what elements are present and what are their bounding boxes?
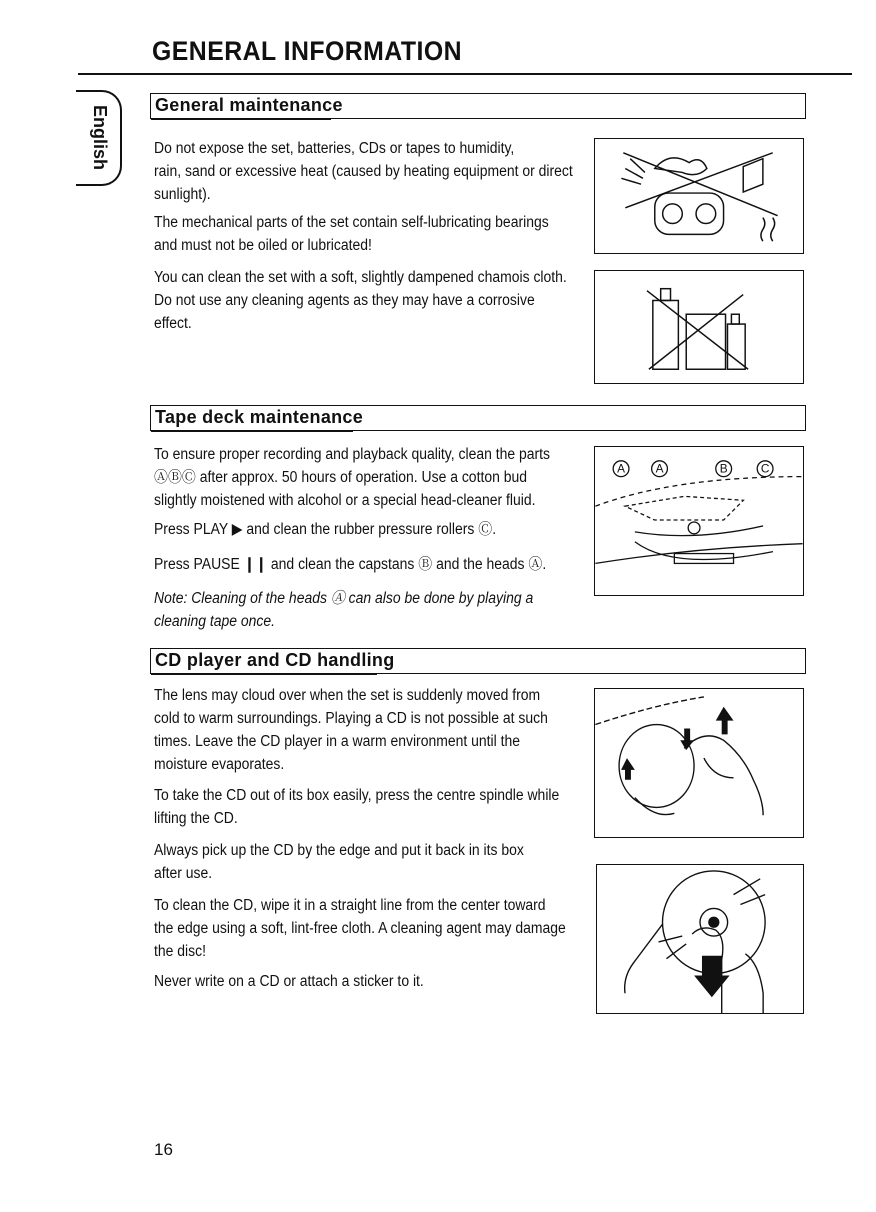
paragraph: Press PAUSE ❙❙ and clean the capstans Ⓑ and the heads Ⓐ.: [154, 556, 547, 573]
figure-label-a: A: [617, 461, 625, 476]
figure-label-b: B: [719, 461, 728, 476]
figure-label-c: C: [760, 461, 770, 476]
section-heading-cd-player-and-cd-handling: CD player and CD handling: [150, 648, 806, 674]
note: Note: Cleaning of the heads Ⓐ can also be done by playing a cleaning tape once.: [154, 590, 534, 630]
paragraph: To ensure proper recording and playback quality, clean the parts ⒶⒷⒸ after approx. 50 hours of operation. Use a cotton bud slightly moistened with alcohol or a special head-cleaner fluid.: [154, 446, 551, 509]
paragraph: The lens may cloud over when the set is suddenly moved from cold to warm surroundings. Playing a CD is not possible at such times. Leave the CD player in a warm environment until the moisture evaporates.: [154, 687, 548, 773]
paragraph: To take the CD out of its box easily, press the centre spindle while lifting the CD.: [154, 787, 560, 827]
page-title: GENERAL INFORMATION: [152, 36, 463, 66]
paragraph: Never write on a CD or attach a sticker to it.: [154, 973, 424, 990]
tape-deck-illustration: [594, 446, 804, 596]
paragraph: Do not expose the set, batteries, CDs or tapes to humidity, rain, sand or excessive heat (caused by heating equipment or direct sunlight).: [154, 140, 573, 203]
title-rule: [78, 73, 852, 75]
section-heading-general-maintenance: General maintenance: [150, 93, 806, 119]
paragraph: The mechanical parts of the set contain self-lubricating bearings and must not be oiled or lubricated!: [154, 214, 549, 254]
cd-removal-illustration: [594, 688, 804, 838]
paragraph: To clean the CD, wipe it in a straight line from the center toward the edge using a soft, lint-free cloth. A cleaning agent may damage the disc!: [154, 897, 566, 960]
figure-label-a: A: [655, 461, 664, 476]
paragraph: Always pick up the CD by the edge and put it back in its box after use.: [154, 842, 524, 882]
section-heading-tape-deck-maintenance: Tape deck maintenance: [150, 405, 806, 431]
language-tab-label: English: [89, 104, 110, 170]
page-number: 16: [154, 1140, 173, 1159]
paragraph: You can clean the set with a soft, slightly dampened chamois cloth. Do not use any cleaning agents as they may have a corrosive effect.: [154, 269, 567, 332]
humidity-heat-warning-illustration: [594, 138, 804, 254]
cd-cleaning-illustration: [596, 864, 804, 1014]
no-cleaning-agents-illustration: [594, 270, 804, 384]
paragraph: Press PLAY ▶ and clean the rubber pressure rollers Ⓒ.: [154, 521, 497, 538]
